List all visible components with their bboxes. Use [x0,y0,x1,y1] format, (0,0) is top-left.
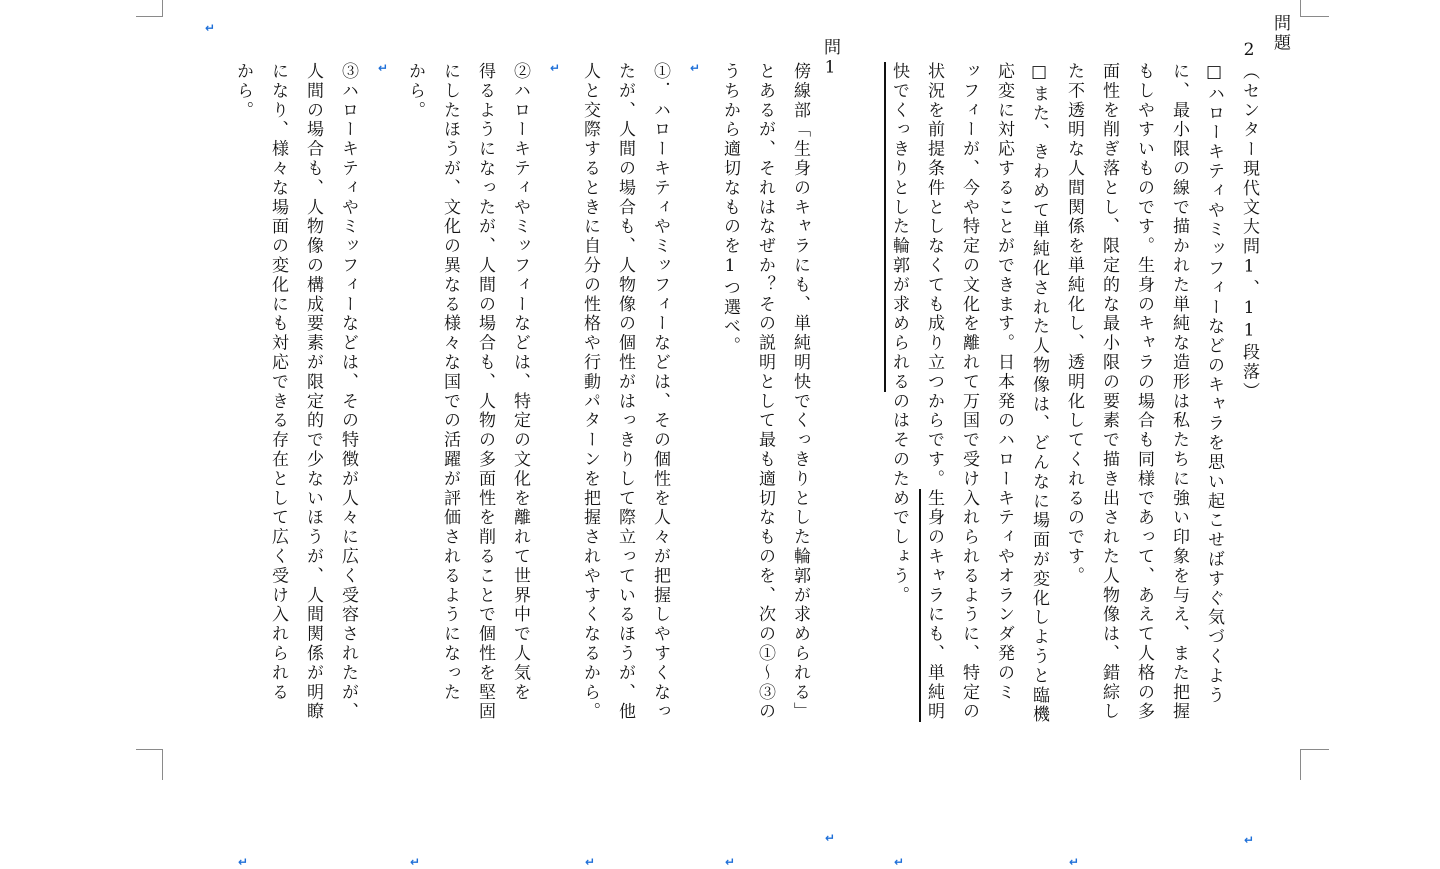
text-line [339,62,356,852]
underlined-text: 生身のキャラにも、単純明 [924,488,944,722]
line-text: ッフィーが、今や特定の文化を離れて万国で受け入れられるように、特定の [959,62,979,722]
line-text: のはそのためでしょう。 [889,391,909,606]
text-line [890,62,907,852]
line-text: にしたほうが、文化の異なる様々な国での活躍が評価されるようになった [440,62,460,703]
line-text: 人と交際するときに自分の性格や行動パターンを把握されやすくなるから。 [580,62,600,722]
line-text: 傍線部「生身のキャラにも、単純明快でくっきりとした輪郭が求められる」 [790,62,810,722]
line-text: 問題 [1270,14,1290,53]
text-line [1205,62,1222,852]
paragraph-mark-icon: ↵ [725,855,736,869]
text-line [651,62,668,852]
text-line [1100,62,1117,852]
text-line [1030,62,1047,852]
text-line [995,62,1012,852]
line-text: になり、様々な場面の変化にも対応できる存在として広く受け入れられる [268,62,288,703]
line-text: 人間の場合も、人物像の構成要素が限定的で少ないほうが、人間関係が明瞭 [303,62,323,722]
paragraph-mark-icon: ↵ [894,855,905,869]
line-text: から。 [233,62,253,121]
text-line [304,62,321,852]
line-text: □ハローキティやミッフィーなどのキャラを思い起こせばすぐ気づくよう [1204,62,1224,706]
line-text: 面性を削ぎ落とし、限定的な最小限の要素で描き出された人物像は、錯綜し [1099,62,1119,722]
line-text: うちから適切なものを1つ選べ。 [720,62,740,356]
text-line [756,62,773,852]
text-line [821,38,838,828]
line-text: ②ハローキティやミッフィーなどは、特定の文化を離れて世界中で人気を [510,62,530,703]
line-text: 得るようになったが、人間の場合も、人物の多面性を削ることで個性を堅固 [475,62,495,722]
line-text: ①．ハローキティやミッフィーなどは、その個性を人々が把握しやすくなっ [650,62,670,722]
underline-mark [919,489,921,722]
crop-mark-top-right [1300,0,1329,17]
underlined-text: 快でくっきりとした輪郭が求められる [889,62,909,392]
text-line [441,62,458,852]
line-text: に、最小限の線で描かれた単純な造形は私たちに強い印象を与え、また把握 [1169,62,1189,722]
text-line [721,62,738,852]
text-line [234,62,251,852]
text-line [1170,62,1187,852]
paragraph-mark-icon: ↵ [550,61,561,75]
paragraph-mark-icon: ↵ [825,831,836,845]
text-line [925,62,942,852]
crop-mark-bottom-left [136,749,163,780]
line-text: もしやすいものです。生身のキャラの場合も同様であって、あえて人格の多 [1134,62,1154,722]
paragraph-mark-icon: ↵ [378,61,389,75]
paragraph-mark-icon: ↵ [410,855,421,869]
crop-mark-top-left [136,0,163,17]
text-line [581,62,598,852]
paragraph-mark-icon: ↵ [1244,833,1255,847]
text-line [1135,62,1152,852]
text-line [406,62,423,852]
paragraph-mark-icon: ↵ [1069,855,1080,869]
paragraph-mark-icon: ↵ [238,855,249,869]
line-text: 応変に対応することができます。日本発のハローキティやオランダ発のミ [994,62,1014,703]
text-line [616,62,633,852]
paragraph-mark-icon: ↵ [205,21,216,35]
line-text: 2（センター現代文大問1、11段落） [1239,40,1259,402]
line-text: たが、人間の場合も、人物像の個性がはっきりして際立っているほうが、他 [615,62,635,722]
line-text: 問1 [820,38,840,80]
paragraph-mark-icon: ↵ [690,61,701,75]
text-line [476,62,493,852]
text-line [269,62,286,852]
line-text: 状況を前提条件としなくても成り立つからです。 [924,62,944,489]
underline-mark [884,62,886,392]
paragraph-mark-icon: ↵ [585,855,596,869]
line-text: □また、きわめて単純化された人物像は、どんなに場面が変化しようと臨機 [1029,62,1049,725]
text-line [511,62,528,852]
text-line [1065,62,1082,852]
line-text: た不透明な人間関係を単純化し、透明化してくれるのです。 [1064,62,1084,586]
text-line [1271,14,1288,804]
crop-mark-bottom-right [1300,749,1329,780]
line-text: ③ハローキティやミッフィーなどは、その特徴が人々に広く受容されたが、 [338,62,358,722]
text-line [791,62,808,852]
line-text: とあるが、それはなぜか？その説明として最も適切なものを、次の①～③の [755,62,775,722]
line-text: から。 [405,62,425,121]
text-line [960,62,977,852]
text-line [1240,40,1257,830]
